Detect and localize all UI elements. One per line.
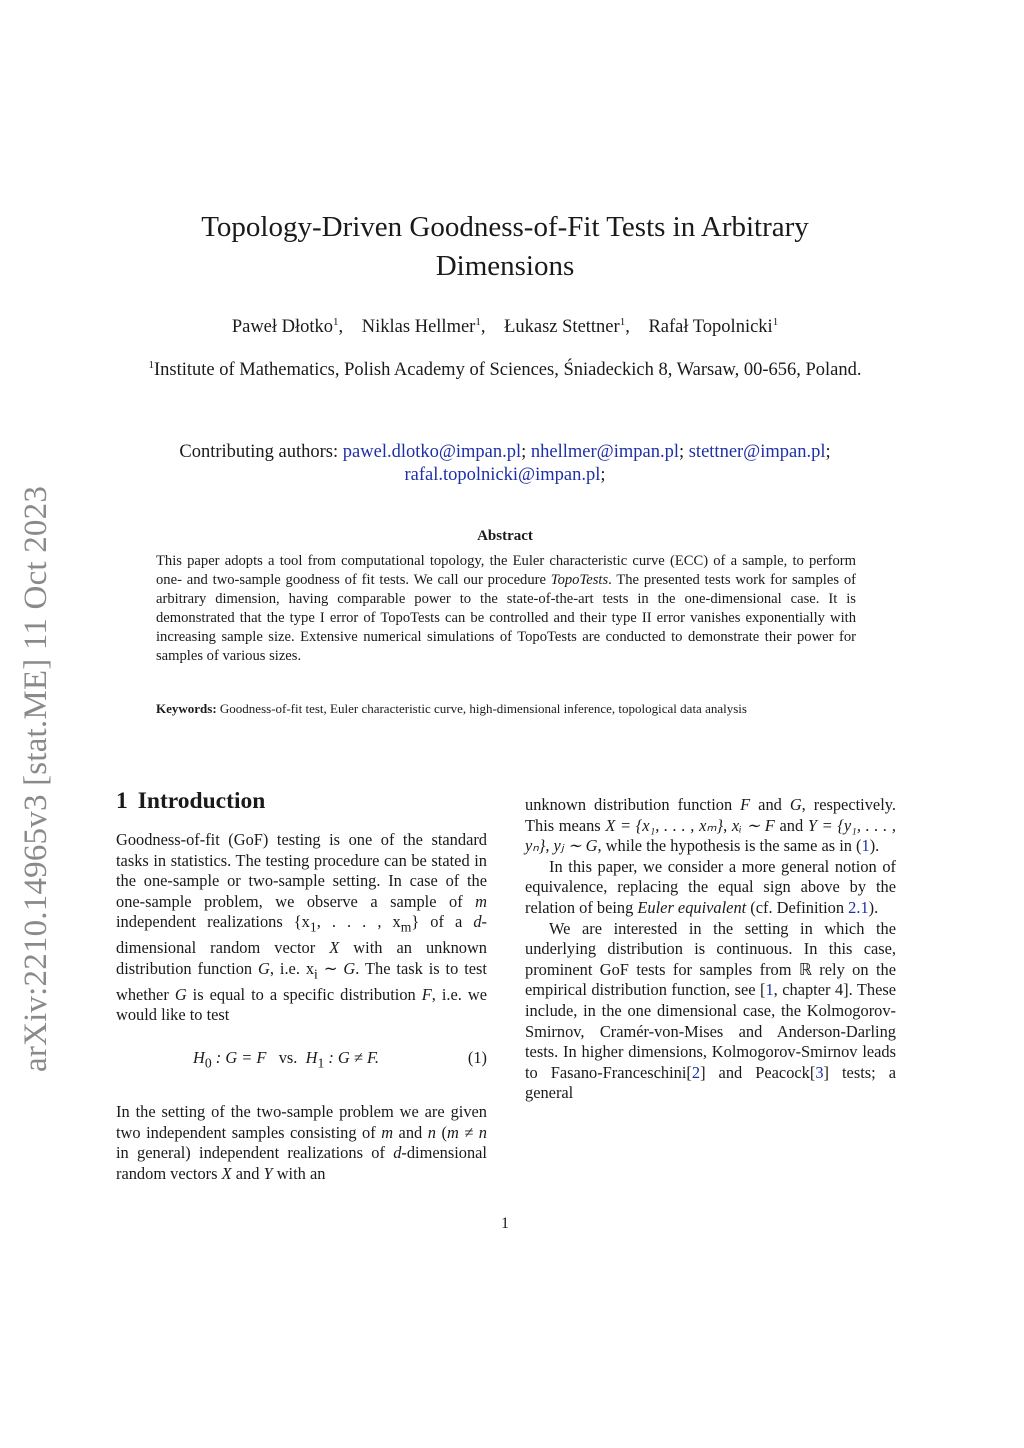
- affiliation: $^1$Institute of Mathematics, Polish Academy of Sciences, Śniadeckich 8, Warsaw, 00-656, Poland.: [148, 359, 862, 381]
- left-column-paragraph-1: Goodness-of-fit (GoF) testing is one of the standard tasks in statistics. The testing procedure can be stated in the one-sample or two-sample setting. In case of the one-sample problem, we observe a sample of m independent realizations {$x_1$, . . . , $x_m$} of a d-dimensional random vector X with an unknown distribution function G, i.e. $x_i$ ∼ G. The task is to test whether G is equal to a specific distribution F, i.e. we would like to test: [116, 830, 488, 1025]
- page-number: 1: [501, 1215, 509, 1232]
- equation-ref-1[interactable]: 1: [861, 836, 870, 856]
- author-4: Rafał Topolnicki$^1$: [648, 316, 779, 338]
- citation-ref-1[interactable]: 1: [765, 980, 774, 1000]
- keywords-label: Keywords:: [156, 701, 217, 716]
- keywords: Keywords: Goodness-of-fit test, Euler characteristic curve, high-dimensional inference, topological data analysis: [156, 701, 747, 716]
- right-paragraph-2: In this paper, we consider a more general notion of equivalence, replacing the equal sign above by the relation of being Euler equivalent (cf. Definition 2.1).: [525, 856, 896, 917]
- right-column: [525, 795, 896, 1104]
- arxiv-identifier-stamp: arXiv:2210.14965v3 [stat.ME] 11 Oct 2023: [18, 485, 54, 1072]
- right-paragraph-1: unknown distribution function F and G, respectively. This means X = {x₁, . . . , xₘ}, xᵢ ∼ F and Y = {y₁, . . . , yₙ}, yⱼ ∼ G, while the hypothesis is the same as in (1).: [525, 795, 896, 856]
- email-link-stettner[interactable]: stettner@impan.pl: [688, 442, 826, 462]
- citation-ref-3[interactable]: 3: [815, 1062, 824, 1082]
- paper-title: Topology-Driven Goodness-of-Fit Tests in Arbitrary Dimensions: [201, 211, 809, 282]
- author-list: [120, 316, 890, 338]
- right-paragraph-3: We are interested in the setting in which the underlying distribution is continuous. In this case, prominent GoF tests for samples from ℝ rely on the empirical distribution function, see [1, chapter 4]. These include, in the one dimensional case, the Kolmogorov-Smirnov, Cramér-von-Mises and Anderson-Darling tests. In higher dimensions, Kolmogorov-Smirnov leads to Fasano-Franceschini[2] and Peacock[3] tests; a general: [525, 918, 896, 1103]
- citation-ref-2[interactable]: 2: [691, 1062, 701, 1082]
- author-1: Paweł Dłotko$^1$,: [231, 316, 344, 338]
- email-link-hellmer[interactable]: nhellmer@impan.pl: [530, 442, 679, 462]
- contributing-label: Contributing authors:: [179, 442, 339, 462]
- abstract-body: This paper adopts a tool from computational topology, the Euler characteristic curve (ECC) of a sample, to perform one- and two-sample goodness of fit tests. We call our procedure TopoTests. The presented tests work for samples of arbitrary dimension, having comparable power to the state-of-the-art tests in the one-dimensional case. It is demonstrated that the type I error of TopoTests can be controlled and their type II error vanishes exponentially with increasing sample size. Extensive numerical simulations of TopoTests are conducted to demonstrate their power for samples of various sizes.: [156, 553, 856, 664]
- email-link-dlotko[interactable]: pawel.dlotko@impan.pl: [342, 442, 522, 462]
- abstract-heading: Abstract: [477, 528, 533, 544]
- author-2: Niklas Hellmer$^1$,: [361, 316, 486, 338]
- email-link-topolnicki[interactable]: rafal.topolnicki@impan.pl: [404, 465, 601, 485]
- definition-ref-2-1[interactable]: 2.1: [848, 897, 869, 917]
- author-3: Łukasz Stettner$^1$,: [504, 316, 630, 338]
- section-heading-introduction: 1 Introduction: [116, 788, 266, 814]
- equation-number: (1): [467, 1048, 487, 1067]
- left-column-paragraph-2: In the setting of the two-sample problem we are given two independent samples consisting of m and n (m ≠ n in general) independent realizations of d-dimensional random vectors X and Y with an: [116, 1102, 487, 1183]
- contributing-authors: Contributing authors: pawel.dlotko@impan.pl; nhellmer@impan.pl; stettner@impan.pl; rafal.topolnicki@impan.pl;: [179, 442, 831, 485]
